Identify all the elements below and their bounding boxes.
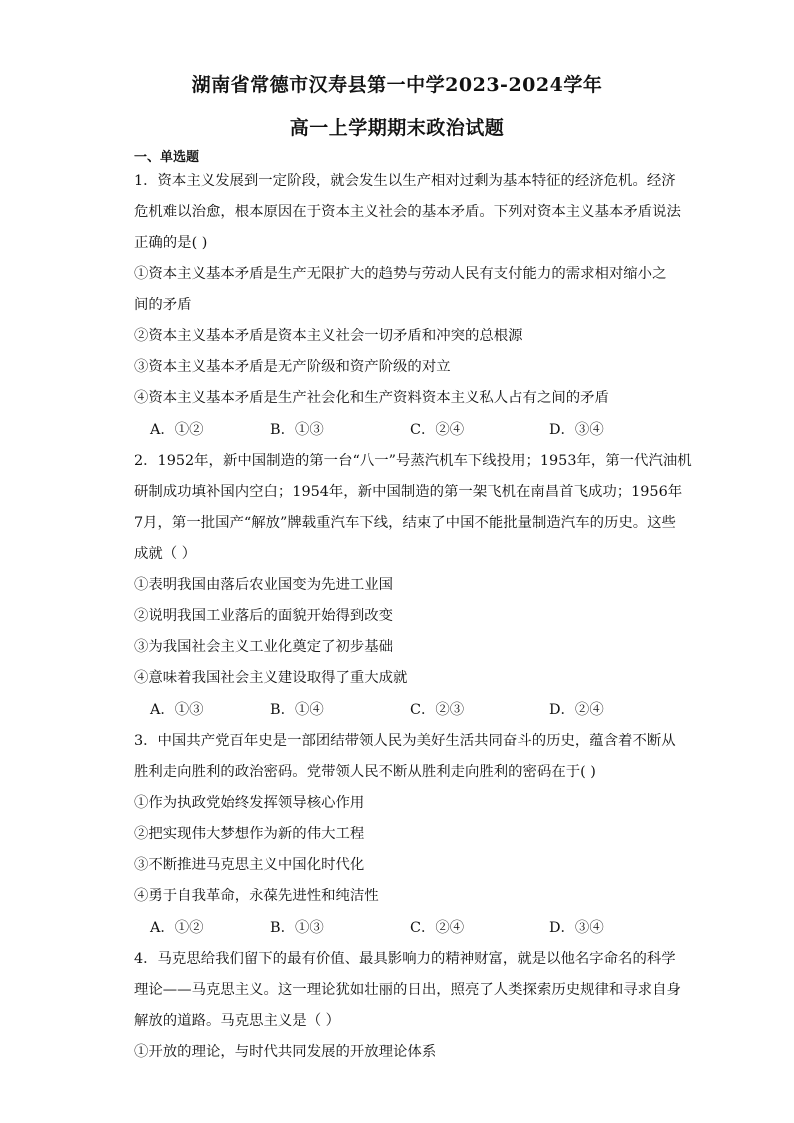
question-2-statement: ②说明我国工业落后的面貌开始得到改变 — [134, 608, 394, 624]
question-2-line: 成就（ ） — [134, 546, 197, 562]
question-3-statement: ③不断推进马克思主义中国化时代化 — [134, 857, 365, 873]
question-3-statement: ①作为执政党始终发挥领导核心作用 — [134, 795, 365, 811]
question-2-option-b: B．①④ — [270, 702, 324, 718]
question-2-option-d: D．②④ — [549, 702, 604, 718]
question-3-option-c: C．②④ — [410, 920, 465, 936]
question-3-line: 3．中国共产党百年史是一部团结带领人民为美好生活共同奋斗的历史，蕴含着不断从 — [134, 733, 676, 749]
question-1-option-b: B．①③ — [270, 422, 324, 438]
question-4-line: 解放的道路。马克思主义是（ ） — [134, 1013, 341, 1029]
question-1-line: 危机难以治愈，根本原因在于资本主义社会的基本矛盾。下列对资本主义基本矛盾说法 — [134, 204, 681, 220]
question-2-line: 2．1952年，新中国制造的第一台“八一”号蒸汽机车下线投用；1953年，第一代汽油机 — [134, 453, 692, 469]
question-2-option-c: C．②③ — [410, 702, 465, 718]
question-4-line: 4．马克思给我们留下的最有价值、最具影响力的精神财富，就是以他名字命名的科学 — [134, 951, 676, 967]
question-1-option-c: C．②④ — [410, 422, 465, 438]
question-3-option-a: A．①② — [150, 920, 204, 936]
question-3-statement: ④勇于自我革命，永葆先进性和纯洁性 — [134, 888, 379, 904]
question-2-statement: ④意味着我国社会主义建设取得了重大成就 — [134, 670, 408, 686]
question-1-statement: ④资本主义基本矛盾是生产社会化和生产资料资本主义私人占有之间的矛盾 — [134, 390, 609, 406]
question-3-line: 胜利走向胜利的政治密码。党带领人民不断从胜利走向胜利的密码在于( ) — [134, 764, 596, 780]
question-3-statement: ②把实现伟大梦想作为新的伟大工程 — [134, 826, 365, 842]
question-1-statement: 间的矛盾 — [134, 297, 192, 313]
question-2-option-a: A．①③ — [150, 702, 204, 718]
question-2-line: 研制成功填补国内空白；1954年，新中国制造的第一架飞机在南昌首飞成功；1956年 — [134, 484, 683, 500]
question-4-statement: ①开放的理论，与时代共同发展的开放理论体系 — [134, 1044, 437, 1060]
question-2-statement: ③为我国社会主义工业化奠定了初步基础 — [134, 639, 394, 655]
question-2-statement: ①表明我国由落后农业国变为先进工业国 — [134, 577, 394, 593]
question-1-statement: ②资本主义基本矛盾是资本主义社会一切矛盾和冲突的总根源 — [134, 328, 523, 344]
question-3-option-d: D．③④ — [549, 920, 604, 936]
question-1-statement: ③资本主义基本矛盾是无产阶级和资产阶级的对立 — [134, 359, 451, 375]
title-line-1: 湖南省常德市汉寿县第一中学2023-2024学年 — [191, 74, 603, 96]
question-1-option-d: D．③④ — [549, 422, 604, 438]
question-3-option-b: B．①③ — [270, 920, 324, 936]
question-1-line: 正确的是( ) — [134, 235, 208, 251]
section-heading: 一、单选题 — [134, 150, 200, 165]
question-2-line: 7月，第一批国产“解放”牌载重汽车下线，结束了中国不能批量制造汽车的历史。这些 — [134, 515, 676, 531]
question-4-line: 理论——马克思主义。这一理论犹如壮丽的日出，照亮了人类探索历史规律和寻求自身 — [134, 982, 681, 998]
question-1-option-a: A．①② — [150, 422, 204, 438]
title-line-2: 高一上学期期末政治试题 — [289, 117, 505, 139]
question-1-line: 1．资本主义发展到一定阶段，就会发生以生产相对过剩为基本特征的经济危机。经济 — [134, 173, 676, 189]
question-1-statement: ①资本主义基本矛盾是生产无限扩大的趋势与劳动人民有支付能力的需求相对缩小之 — [134, 266, 667, 282]
